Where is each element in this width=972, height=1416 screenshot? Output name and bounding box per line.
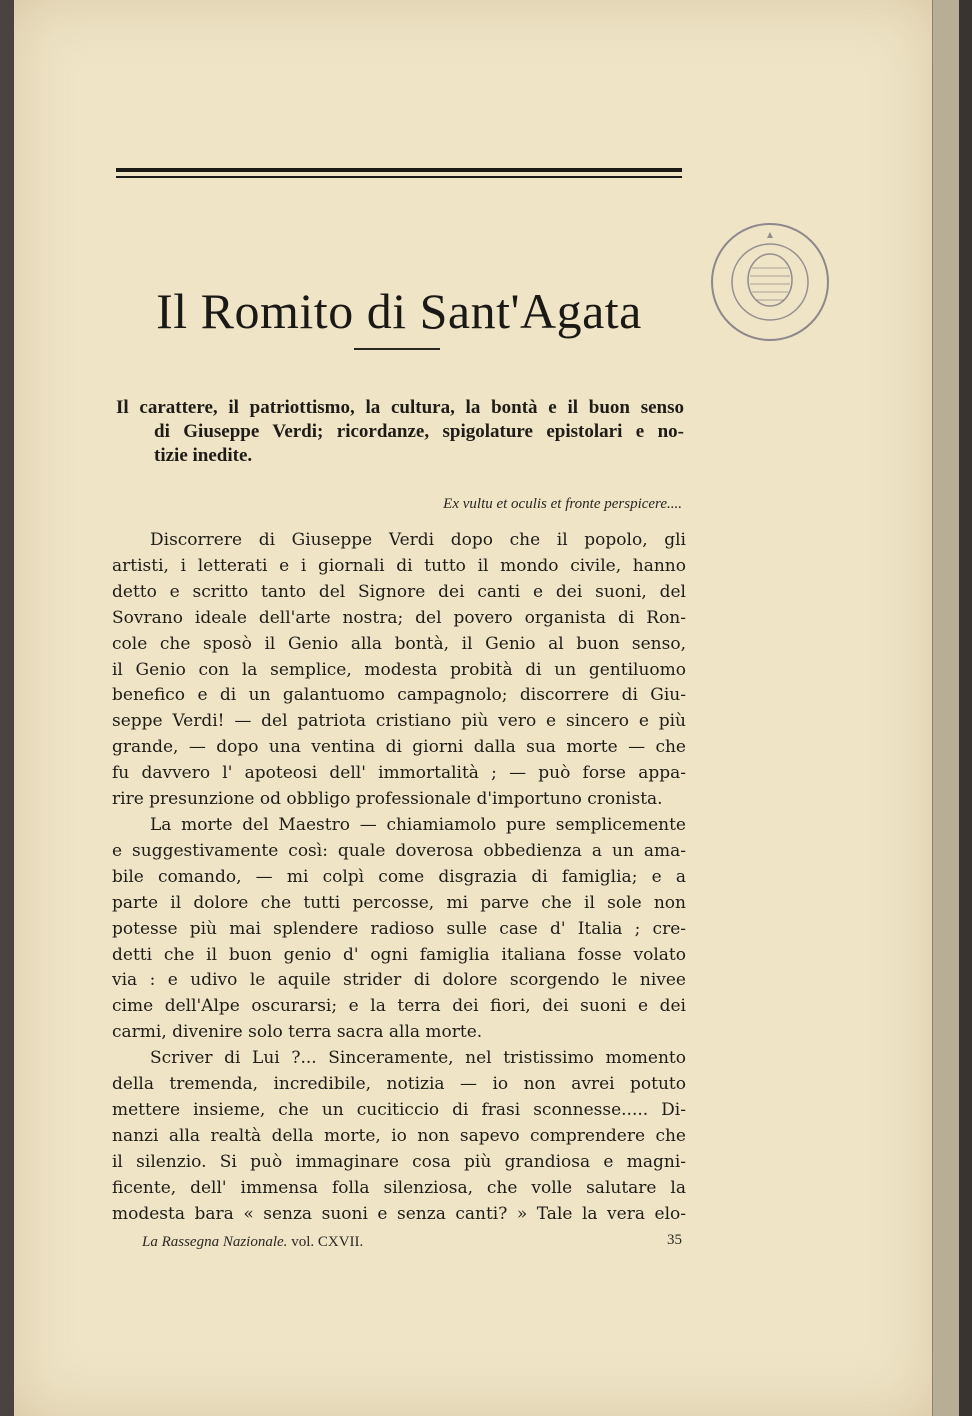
body-line: bile comando, — mi colpì come disgrazia di famiglia; e a xyxy=(112,866,686,887)
body-line: della tremenda, incredibile, notizia — io non avrei potuto xyxy=(112,1074,686,1095)
body-line: detto e scritto tanto del Signore dei canti e dei suoni, del xyxy=(112,581,686,602)
body-line: detti che il buon genio d' ogni famiglia italiana fosse volato xyxy=(112,944,686,965)
body-line: rire presunzione od obbligo professionale d'importuno cronista. xyxy=(112,789,663,810)
header-rule-thick xyxy=(116,168,682,172)
body-line: seppe Verdi! — del patriota cristiano più vero e sincero e più xyxy=(112,711,686,732)
library-stamp-icon xyxy=(706,218,834,346)
body-line: e suggestivamente così: quale doverosa obbedienza a un ama- xyxy=(112,840,686,861)
header-rule-thin xyxy=(116,176,682,178)
body-line: Discorrere di Giuseppe Verdi dopo che il popolo, gli xyxy=(150,530,686,550)
body-line: il Genio con la semplice, modesta probità di un gentiluomo xyxy=(112,659,686,680)
subtitle-line: Il carattere, il patriottismo, la cultura, la bontà e il buon senso xyxy=(116,397,684,418)
journal-name: La Rassegna Nazionale. xyxy=(142,1234,288,1250)
body-line: fu davvero l' apoteosi dell' immortalità ; — può forse appa- xyxy=(112,763,686,784)
body-line: cole che sposò il Genio alla bontà, il Genio al buon senso, xyxy=(112,633,686,654)
body-line: artisti, i letterati e i giornali di tutto il mondo civile, hanno xyxy=(112,555,686,576)
body-line: La morte del Maestro — chiamiamolo pure semplicemente xyxy=(150,814,686,835)
body-line: potesse più mai splendere radioso sulle case d' Italia ; cre- xyxy=(112,918,686,939)
subtitle-line: tizie inedite. xyxy=(154,445,253,466)
body-line: parte il dolore che tutti percosse, mi parve che il sole non xyxy=(112,892,686,913)
body-line: modesta bara « senza suoni e senza canti? » Tale la vera elo- xyxy=(112,1203,686,1224)
body-line: carmi, divenire solo terra sacra alla morte. xyxy=(112,1022,483,1043)
body-line: cime dell'Alpe oscurarsi; e la terra dei fiori, dei suoni e dei xyxy=(112,996,686,1017)
article-title: Il Romito di Sant'Agata xyxy=(156,283,642,339)
body-line: Sovrano ideale dell'arte nostra; del povero organista di Ron- xyxy=(112,607,686,628)
body-line: Scriver di Lui ?... Sinceramente, nel tristissimo momento xyxy=(150,1048,686,1069)
journal-volume: vol. CXVII. xyxy=(291,1234,364,1250)
article-subtitle xyxy=(116,396,684,468)
page-footer xyxy=(142,1234,682,1251)
body-line: nanzi alla realtà della morte, io non sapevo comprendere che xyxy=(112,1125,686,1146)
body-line: mettere insieme, che un cuciticcio di frasi sconnesse..... Di- xyxy=(112,1099,686,1120)
page-edge xyxy=(932,0,959,1416)
subtitle-line: di Giuseppe Verdi; ricordanze, spigolature epistolari e no- xyxy=(154,421,684,442)
epigraph: Ex vultu et oculis et fronte perspicere.... xyxy=(443,496,682,512)
body-line: ficente, dell' immensa folla silenziosa, che volle salutare la xyxy=(112,1177,686,1198)
title-underline xyxy=(354,348,440,350)
body-line: via : e udivo le aquile strider di dolore scorgendo le nivee xyxy=(112,970,686,991)
article-body xyxy=(112,528,686,1227)
page-number: 35 xyxy=(667,1232,682,1248)
body-line: grande, — dopo una ventina di giorni dalla sua morte — che xyxy=(112,737,686,758)
body-line: il silenzio. Si può immaginare cosa più grandiosa e magni- xyxy=(112,1151,686,1172)
body-line: benefico e di un galantuomo campagnolo; discorrere di Giu- xyxy=(112,685,686,706)
